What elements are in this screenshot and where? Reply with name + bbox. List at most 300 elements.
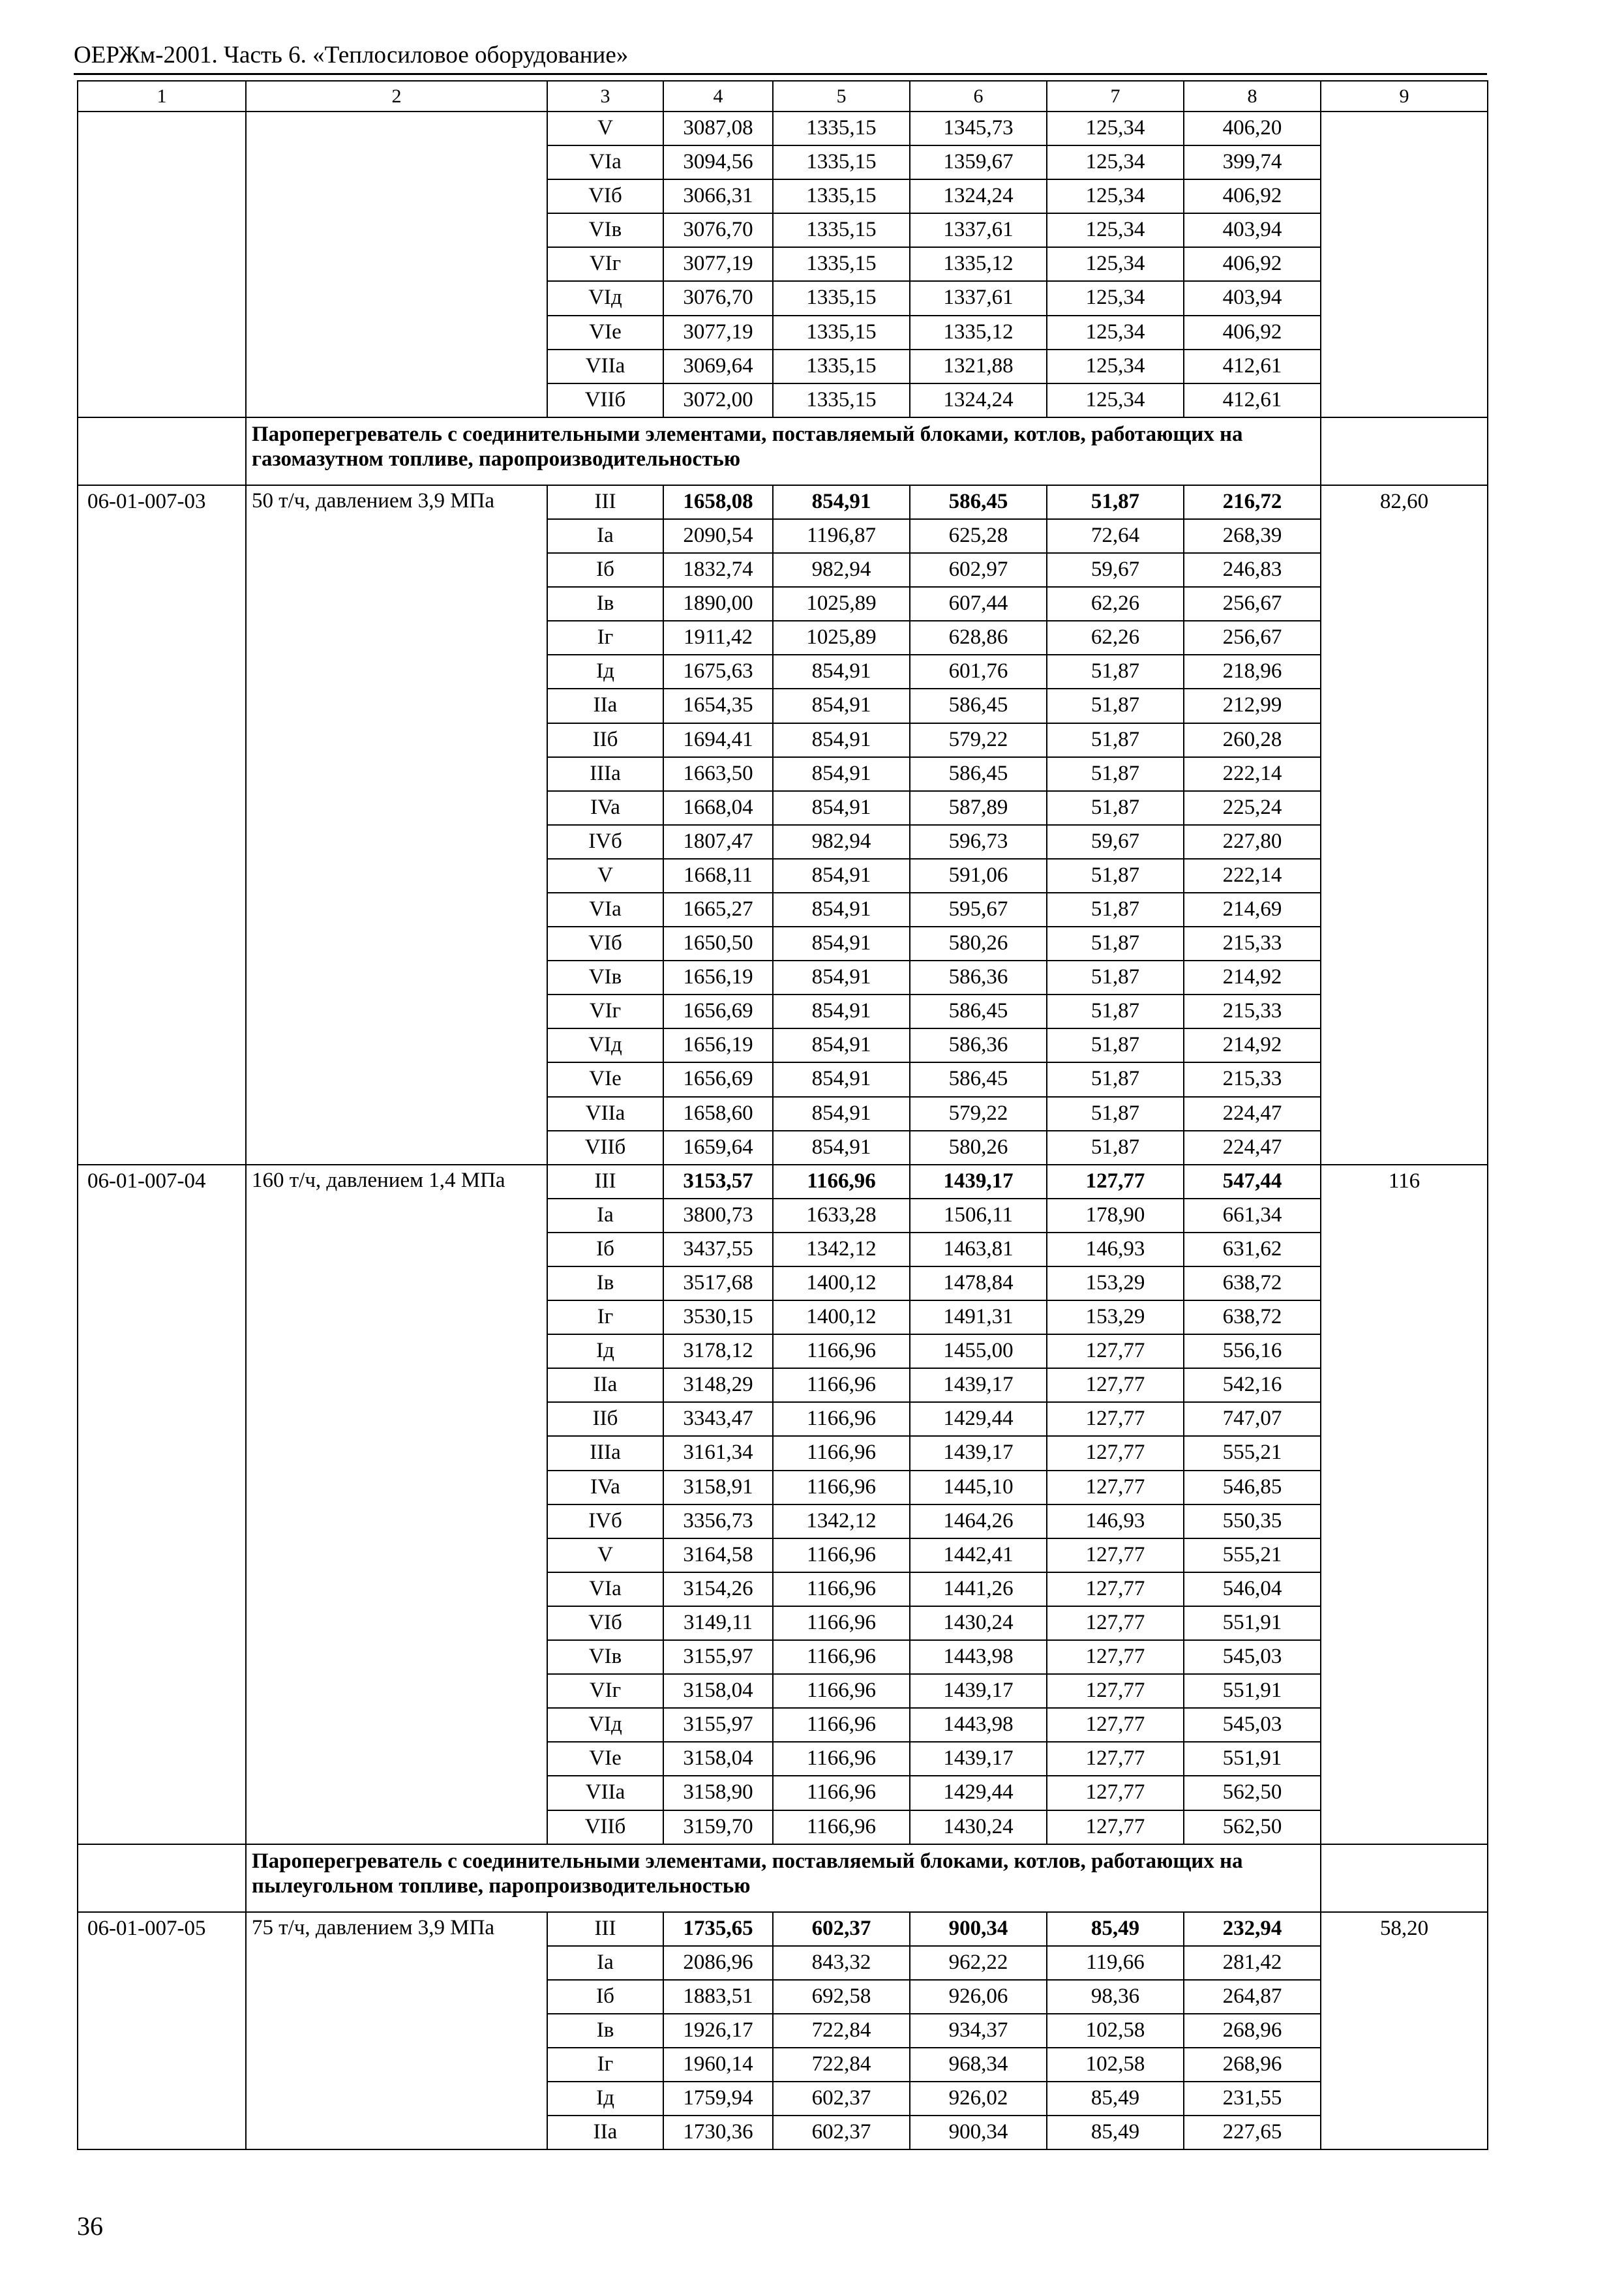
value-cell: 281,42 <box>1184 1946 1321 1980</box>
value-cell: 125,34 <box>1047 383 1184 417</box>
value-cell: 1359,67 <box>910 145 1047 179</box>
zone-cell: VIб <box>547 1606 663 1640</box>
value-cell: 1656,19 <box>663 961 773 995</box>
value-cell: 256,67 <box>1184 621 1321 655</box>
value-cell: 85,49 <box>1047 1912 1184 1946</box>
value-cell: 3076,70 <box>663 213 773 247</box>
zone-cell: VIд <box>547 1708 663 1742</box>
item-extra: 82,60 <box>1321 485 1488 1165</box>
zone-cell: IIIa <box>547 757 663 791</box>
value-cell: 546,04 <box>1184 1572 1321 1606</box>
zone-cell: V <box>547 1538 663 1572</box>
value-cell: 1658,08 <box>663 485 773 519</box>
value-cell: 1166,96 <box>773 1674 910 1708</box>
zone-cell: VIe <box>547 1742 663 1776</box>
value-cell: 212,99 <box>1184 689 1321 723</box>
zone-cell: VIIa <box>547 1776 663 1810</box>
value-cell: 854,91 <box>773 1062 910 1096</box>
value-cell: 1335,15 <box>773 112 910 145</box>
value-cell: 1335,15 <box>773 350 910 383</box>
page-number: 36 <box>77 2211 103 2241</box>
table-row <box>78 485 1488 519</box>
value-cell: 1166,96 <box>773 1471 910 1504</box>
value-cell: 562,50 <box>1184 1810 1321 1844</box>
value-cell: 1650,50 <box>663 927 773 961</box>
value-cell: 127,77 <box>1047 1368 1184 1402</box>
value-cell: 127,77 <box>1047 1165 1184 1199</box>
value-cell: 1807,47 <box>663 825 773 859</box>
value-cell: 224,47 <box>1184 1131 1321 1165</box>
section-heading: Пароперегреватель с соединительными элементами, поставляемый блоками, котлов, работающих на газомазутном топливе, паропроизводительностью <box>246 417 1321 485</box>
value-cell: 3066,31 <box>663 179 773 213</box>
value-cell: 1441,26 <box>910 1572 1047 1606</box>
value-cell: 3164,58 <box>663 1538 773 1572</box>
value-cell: 638,72 <box>1184 1266 1321 1300</box>
value-cell: 3437,55 <box>663 1233 773 1266</box>
value-cell: 215,33 <box>1184 1062 1321 1096</box>
value-cell: 596,73 <box>910 825 1047 859</box>
value-cell: 125,34 <box>1047 112 1184 145</box>
value-cell: 127,77 <box>1047 1471 1184 1504</box>
value-cell: 218,96 <box>1184 655 1321 689</box>
value-cell: 127,77 <box>1047 1402 1184 1436</box>
value-cell: 127,77 <box>1047 1436 1184 1470</box>
zone-cell: VIб <box>547 927 663 961</box>
value-cell: 545,03 <box>1184 1640 1321 1674</box>
value-cell: 125,34 <box>1047 145 1184 179</box>
zone-cell: VIIa <box>547 350 663 383</box>
value-cell: 214,92 <box>1184 961 1321 995</box>
value-cell: 125,34 <box>1047 213 1184 247</box>
zone-cell: Iг <box>547 2048 663 2082</box>
section-code-cell <box>78 417 246 485</box>
value-cell: 146,93 <box>1047 1233 1184 1266</box>
value-cell: 1656,19 <box>663 1028 773 1062</box>
item-code: 06-01-007-05 <box>78 1912 246 2150</box>
value-cell: 1430,24 <box>910 1810 1047 1844</box>
value-cell: 1439,17 <box>910 1674 1047 1708</box>
value-cell: 551,91 <box>1184 1742 1321 1776</box>
value-cell: 1335,15 <box>773 145 910 179</box>
value-cell: 127,77 <box>1047 1606 1184 1640</box>
value-cell: 222,14 <box>1184 757 1321 791</box>
value-cell: 1890,00 <box>663 587 773 621</box>
value-cell: 580,26 <box>910 927 1047 961</box>
value-cell: 214,69 <box>1184 893 1321 927</box>
value-cell: 119,66 <box>1047 1946 1184 1980</box>
zone-cell: IIa <box>547 1368 663 1402</box>
value-cell: 854,91 <box>773 961 910 995</box>
value-cell: 98,36 <box>1047 1980 1184 2014</box>
value-cell: 125,34 <box>1047 247 1184 281</box>
value-cell: 1335,12 <box>910 247 1047 281</box>
value-cell: 51,87 <box>1047 655 1184 689</box>
value-cell: 406,92 <box>1184 179 1321 213</box>
value-cell: 982,94 <box>773 825 910 859</box>
value-cell: 1442,41 <box>910 1538 1047 1572</box>
section-heading-row <box>78 417 1488 485</box>
value-cell: 1735,65 <box>663 1912 773 1946</box>
value-cell: 1429,44 <box>910 1402 1047 1436</box>
zone-cell: Iб <box>547 1980 663 2014</box>
zone-cell: IIa <box>547 2116 663 2149</box>
value-cell: 403,94 <box>1184 213 1321 247</box>
table-body <box>78 81 1488 2149</box>
value-cell: 412,61 <box>1184 350 1321 383</box>
value-cell: 3076,70 <box>663 281 773 315</box>
value-cell: 1166,96 <box>773 1402 910 1436</box>
value-cell: 1439,17 <box>910 1165 1047 1199</box>
value-cell: 3149,11 <box>663 1606 773 1640</box>
value-cell: 3077,19 <box>663 247 773 281</box>
value-cell: 227,80 <box>1184 825 1321 859</box>
zone-cell: VIг <box>547 247 663 281</box>
item-code: 06-01-007-03 <box>78 485 246 1165</box>
value-cell: 1166,96 <box>773 1572 910 1606</box>
zone-cell: Ia <box>547 1946 663 1980</box>
section-extra-cell <box>1321 417 1488 485</box>
value-cell: 403,94 <box>1184 281 1321 315</box>
zone-cell: VIa <box>547 893 663 927</box>
value-cell: 125,34 <box>1047 281 1184 315</box>
value-cell: 1445,10 <box>910 1471 1047 1504</box>
value-cell: 51,87 <box>1047 893 1184 927</box>
value-cell: 3356,73 <box>663 1504 773 1538</box>
value-cell: 51,87 <box>1047 1097 1184 1131</box>
value-cell: 595,67 <box>910 893 1047 927</box>
value-cell: 1324,24 <box>910 383 1047 417</box>
value-cell: 222,14 <box>1184 859 1321 893</box>
value-cell: 843,32 <box>773 1946 910 1980</box>
value-cell: 178,90 <box>1047 1199 1184 1233</box>
value-cell: 854,91 <box>773 1028 910 1062</box>
value-cell: 854,91 <box>773 927 910 961</box>
header-rule <box>74 73 1487 75</box>
value-cell: 631,62 <box>1184 1233 1321 1266</box>
column-number: 7 <box>1047 81 1184 112</box>
value-cell: 1429,44 <box>910 1776 1047 1810</box>
value-cell: 3343,47 <box>663 1402 773 1436</box>
value-cell: 545,03 <box>1184 1708 1321 1742</box>
value-cell: 586,36 <box>910 961 1047 995</box>
value-cell: 406,20 <box>1184 112 1321 145</box>
value-cell: 1911,42 <box>663 621 773 655</box>
value-cell: 3072,00 <box>663 383 773 417</box>
value-cell: 406,92 <box>1184 247 1321 281</box>
value-cell: 2090,54 <box>663 519 773 553</box>
value-cell: 264,87 <box>1184 1980 1321 2014</box>
value-cell: 854,91 <box>773 485 910 519</box>
zone-cell: VIIб <box>547 383 663 417</box>
value-cell: 153,29 <box>1047 1300 1184 1334</box>
value-cell: 1337,61 <box>910 281 1047 315</box>
value-cell: 51,87 <box>1047 995 1184 1028</box>
value-cell: 51,87 <box>1047 723 1184 757</box>
value-cell: 51,87 <box>1047 791 1184 825</box>
value-cell: 1675,63 <box>663 655 773 689</box>
zone-cell: V <box>547 859 663 893</box>
value-cell: 1025,89 <box>773 587 910 621</box>
value-cell: 580,26 <box>910 1131 1047 1165</box>
value-cell: 556,16 <box>1184 1334 1321 1368</box>
value-cell: 661,34 <box>1184 1199 1321 1233</box>
value-cell: 215,33 <box>1184 995 1321 1028</box>
item-code: 06-01-007-04 <box>78 1165 246 1844</box>
value-cell: 51,87 <box>1047 859 1184 893</box>
value-cell: 579,22 <box>910 1097 1047 1131</box>
value-cell: 692,58 <box>773 1980 910 2014</box>
value-cell: 900,34 <box>910 1912 1047 1946</box>
column-number: 4 <box>663 81 773 112</box>
zone-cell: VIв <box>547 961 663 995</box>
value-cell: 625,28 <box>910 519 1047 553</box>
value-cell: 102,58 <box>1047 2048 1184 2082</box>
value-cell: 127,77 <box>1047 1810 1184 1844</box>
zone-cell: VIIa <box>547 1097 663 1131</box>
value-cell: 3154,26 <box>663 1572 773 1606</box>
zone-cell: IVa <box>547 791 663 825</box>
value-cell: 638,72 <box>1184 1300 1321 1334</box>
value-cell: 547,44 <box>1184 1165 1321 1199</box>
value-cell: 555,21 <box>1184 1436 1321 1470</box>
value-cell: 1342,12 <box>773 1504 910 1538</box>
value-cell: 146,93 <box>1047 1504 1184 1538</box>
value-cell: 127,77 <box>1047 1674 1184 1708</box>
value-cell: 125,34 <box>1047 350 1184 383</box>
item-code <box>78 112 246 417</box>
value-cell: 1506,11 <box>910 1199 1047 1233</box>
value-cell: 586,45 <box>910 757 1047 791</box>
value-cell: 1342,12 <box>773 1233 910 1266</box>
value-cell: 1694,41 <box>663 723 773 757</box>
table-row <box>78 112 1488 145</box>
zone-cell: V <box>547 112 663 145</box>
value-cell: 2086,96 <box>663 1946 773 1980</box>
value-cell: 127,77 <box>1047 1742 1184 1776</box>
value-cell: 1335,15 <box>773 383 910 417</box>
value-cell: 1926,17 <box>663 2014 773 2048</box>
value-cell: 1400,12 <box>773 1266 910 1300</box>
value-cell: 127,77 <box>1047 1708 1184 1742</box>
value-cell: 3158,04 <box>663 1674 773 1708</box>
value-cell: 3094,56 <box>663 145 773 179</box>
document-title: ОЕРЖм-2001. Часть 6. «Теплосиловое оборудование» <box>74 42 629 68</box>
value-cell: 1166,96 <box>773 1538 910 1572</box>
value-cell: 854,91 <box>773 757 910 791</box>
value-cell: 854,91 <box>773 655 910 689</box>
zone-cell: VIe <box>547 316 663 350</box>
value-cell: 1335,15 <box>773 213 910 247</box>
zone-cell: Iб <box>547 553 663 587</box>
value-cell: 854,91 <box>773 893 910 927</box>
value-cell: 747,07 <box>1184 1402 1321 1436</box>
value-cell: 3517,68 <box>663 1266 773 1300</box>
value-cell: 127,77 <box>1047 1334 1184 1368</box>
value-cell: 854,91 <box>773 689 910 723</box>
value-cell: 1025,89 <box>773 621 910 655</box>
value-cell: 982,94 <box>773 553 910 587</box>
value-cell: 586,36 <box>910 1028 1047 1062</box>
zone-cell: III <box>547 1912 663 1946</box>
zone-cell: IVa <box>547 1471 663 1504</box>
zone-cell: VIIб <box>547 1131 663 1165</box>
zone-cell: VIв <box>547 213 663 247</box>
value-cell: 127,77 <box>1047 1640 1184 1674</box>
value-cell: 1166,96 <box>773 1640 910 1674</box>
value-cell: 1832,74 <box>663 553 773 587</box>
zone-cell: IIIa <box>547 1436 663 1470</box>
zone-cell: Iд <box>547 1334 663 1368</box>
value-cell: 3077,19 <box>663 316 773 350</box>
value-cell: 562,50 <box>1184 1776 1321 1810</box>
value-cell: 260,28 <box>1184 723 1321 757</box>
value-cell: 551,91 <box>1184 1606 1321 1640</box>
zone-cell: Iд <box>547 655 663 689</box>
zone-cell: IIa <box>547 689 663 723</box>
zone-cell: III <box>547 485 663 519</box>
value-cell: 1665,27 <box>663 893 773 927</box>
value-cell: 59,67 <box>1047 553 1184 587</box>
column-number: 5 <box>773 81 910 112</box>
value-cell: 1335,15 <box>773 247 910 281</box>
value-cell: 3155,97 <box>663 1640 773 1674</box>
item-extra <box>1321 112 1488 417</box>
column-number: 6 <box>910 81 1047 112</box>
value-cell: 1166,96 <box>773 1742 910 1776</box>
value-cell: 1335,15 <box>773 316 910 350</box>
value-cell: 72,64 <box>1047 519 1184 553</box>
value-cell: 216,72 <box>1184 485 1321 519</box>
value-cell: 854,91 <box>773 1097 910 1131</box>
zone-cell: VIa <box>547 1572 663 1606</box>
zone-cell: III <box>547 1165 663 1199</box>
value-cell: 607,44 <box>910 587 1047 621</box>
zone-cell: VIв <box>547 1640 663 1674</box>
value-cell: 601,76 <box>910 655 1047 689</box>
value-cell: 854,91 <box>773 791 910 825</box>
value-cell: 231,55 <box>1184 2082 1321 2116</box>
value-cell: 628,86 <box>910 621 1047 655</box>
value-cell: 153,29 <box>1047 1266 1184 1300</box>
zone-cell: VIIб <box>547 1810 663 1844</box>
value-cell: 3158,90 <box>663 1776 773 1810</box>
value-cell: 1439,17 <box>910 1742 1047 1776</box>
value-cell: 1166,96 <box>773 1165 910 1199</box>
value-cell: 1345,73 <box>910 112 1047 145</box>
value-cell: 102,58 <box>1047 2014 1184 2048</box>
value-cell: 854,91 <box>773 859 910 893</box>
value-cell: 1463,81 <box>910 1233 1047 1266</box>
value-cell: 3155,97 <box>663 1708 773 1742</box>
value-cell: 125,34 <box>1047 179 1184 213</box>
table-row <box>78 1912 1488 1946</box>
value-cell: 3148,29 <box>663 1368 773 1402</box>
value-cell: 51,87 <box>1047 927 1184 961</box>
value-cell: 926,02 <box>910 2082 1047 2116</box>
value-cell: 1659,64 <box>663 1131 773 1165</box>
value-cell: 1663,50 <box>663 757 773 791</box>
value-cell: 586,45 <box>910 995 1047 1028</box>
value-cell: 3153,57 <box>663 1165 773 1199</box>
zone-cell: IVб <box>547 1504 663 1538</box>
zone-cell: Iд <box>547 2082 663 2116</box>
value-cell: 586,45 <box>910 1062 1047 1096</box>
value-cell: 1166,96 <box>773 1606 910 1640</box>
value-cell: 85,49 <box>1047 2082 1184 2116</box>
value-cell: 1335,15 <box>773 179 910 213</box>
value-cell: 1668,04 <box>663 791 773 825</box>
column-number: 3 <box>547 81 663 112</box>
value-cell: 587,89 <box>910 791 1047 825</box>
value-cell: 1324,24 <box>910 179 1047 213</box>
value-cell: 1166,96 <box>773 1810 910 1844</box>
value-cell: 51,87 <box>1047 1131 1184 1165</box>
zone-cell: VIд <box>547 281 663 315</box>
value-cell: 246,83 <box>1184 553 1321 587</box>
zone-cell: VIг <box>547 995 663 1028</box>
item-description <box>246 112 547 417</box>
value-cell: 268,39 <box>1184 519 1321 553</box>
value-cell: 1730,36 <box>663 2116 773 2149</box>
value-cell: 62,26 <box>1047 621 1184 655</box>
section-extra-cell <box>1321 1844 1488 1912</box>
value-cell: 1335,12 <box>910 316 1047 350</box>
value-cell: 1883,51 <box>663 1980 773 2014</box>
value-cell: 1654,35 <box>663 689 773 723</box>
value-cell: 3530,15 <box>663 1300 773 1334</box>
value-cell: 1430,24 <box>910 1606 1047 1640</box>
value-cell: 412,61 <box>1184 383 1321 417</box>
zone-cell: IIб <box>547 723 663 757</box>
zone-cell: VIб <box>547 179 663 213</box>
value-cell: 51,87 <box>1047 1062 1184 1096</box>
value-cell: 1196,87 <box>773 519 910 553</box>
value-cell: 1656,69 <box>663 995 773 1028</box>
value-cell: 542,16 <box>1184 1368 1321 1402</box>
section-heading: Пароперегреватель с соединительными элементами, поставляемый блоками, котлов, работающих на пылеугольном топливе, паропроизводительностью <box>246 1844 1321 1912</box>
table-row <box>78 1165 1488 1199</box>
value-cell: 854,91 <box>773 1131 910 1165</box>
value-cell: 1400,12 <box>773 1300 910 1334</box>
zone-cell: VIa <box>547 145 663 179</box>
value-cell: 555,21 <box>1184 1538 1321 1572</box>
value-cell: 125,34 <box>1047 316 1184 350</box>
value-cell: 62,26 <box>1047 587 1184 621</box>
value-cell: 399,74 <box>1184 145 1321 179</box>
value-cell: 586,45 <box>910 689 1047 723</box>
value-cell: 3800,73 <box>663 1199 773 1233</box>
column-number: 9 <box>1321 81 1488 112</box>
value-cell: 934,37 <box>910 2014 1047 2048</box>
value-cell: 1656,69 <box>663 1062 773 1096</box>
column-number: 1 <box>78 81 246 112</box>
value-cell: 1439,17 <box>910 1436 1047 1470</box>
value-cell: 854,91 <box>773 995 910 1028</box>
value-cell: 268,96 <box>1184 2048 1321 2082</box>
zone-cell: Ia <box>547 519 663 553</box>
value-cell: 225,24 <box>1184 791 1321 825</box>
value-cell: 127,77 <box>1047 1538 1184 1572</box>
value-cell: 602,37 <box>773 2082 910 2116</box>
value-cell: 51,87 <box>1047 1028 1184 1062</box>
value-cell: 551,91 <box>1184 1674 1321 1708</box>
zone-cell: Ia <box>547 1199 663 1233</box>
value-cell: 1166,96 <box>773 1708 910 1742</box>
value-cell: 51,87 <box>1047 485 1184 519</box>
value-cell: 854,91 <box>773 723 910 757</box>
value-cell: 722,84 <box>773 2048 910 2082</box>
zone-cell: Iг <box>547 1300 663 1334</box>
